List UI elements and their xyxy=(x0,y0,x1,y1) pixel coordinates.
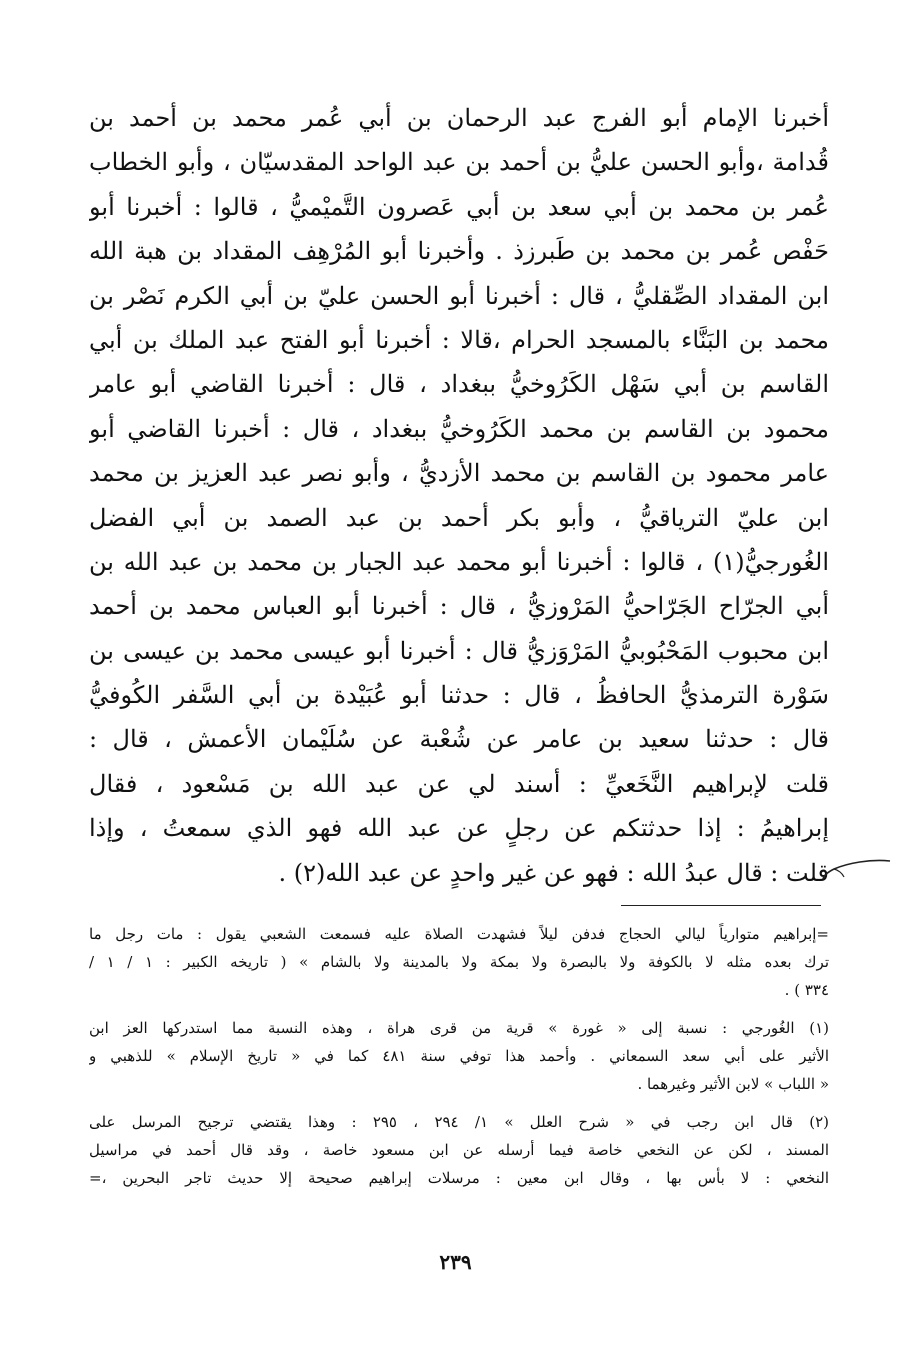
main-text-line: محمد بن البَنَّاء بالمسجد الحرام ،قالا : أخبرنا أبو الفتح عبد الملك بن أبي xyxy=(89,325,829,354)
main-text-block xyxy=(89,96,829,895)
main-text-line: قال : حدثنا سعيد بن عامر عن شُعْبة عن سُلَيْمان الأعمش ، قال : xyxy=(89,725,829,754)
main-text-line: ابن المقداد الصِّقليُّ ، قال : أخبرنا أبو الحسن عليّ بن أبي الكرم نَصْر بن xyxy=(89,281,829,310)
main-text-line: أخبرنا الإمام أبو الفرج عبد الرحمان بن أبي عُمر محمد بن أحمد بن xyxy=(89,104,829,132)
main-text-line: ابن عليّ الترياقيُّ ، وأبو بكر أحمد بن عبد الصمد بن أبي الفضل xyxy=(89,503,829,532)
footnote-line: « اللباب » لابن الأثير وغيرهما . xyxy=(637,1075,829,1093)
footnote-line: الأثير على أبي سعد السمعاني . وأحمد هذا توفي سنة ٤٨١ كما في « تاريخ الإسلام » للذهبي و xyxy=(89,1047,829,1065)
main-text-line: محمود بن القاسم بن محمد الكَرُوخيُّ ببغداد ، قال : أخبرنا القاضي أبو xyxy=(89,414,829,443)
footnote-line: المسند ، لكن عن النخعي خاصة فيما أرسله عن ابن مسعود خاصة ، وقد قال أحمد في مراسيل xyxy=(89,1141,829,1159)
main-text-line: سَوْرة الترمذيُّ الحافظُ ، قال : حدثنا أبو عُبَيْدة بن أبي السَّفر الكُوفيُّ xyxy=(89,681,829,710)
margin-hand-mark xyxy=(820,855,892,885)
main-text-line: حَفْص عُمر بن محمد بن طَبرزذ . وأخبرنا أبو المُرْهِف المقداد بن هبة الله xyxy=(89,237,829,266)
main-text-line: عُمر بن محمد بن أبي سعد بن أبي عَصرون التَّميْميُّ ، قالوا : أخبرنا أبو xyxy=(89,192,829,221)
footnote-line: (١) الغُورجي : نسبة إلى « غورة » قرية من قرى هراة ، وهذه النسبة مما استدركها العز ابن xyxy=(89,1019,829,1037)
main-text-line: ابن محبوب المَحْبُوبيُّ المَرْوَزيُّ قال : أخبرنا أبو عيسى محمد بن عيسى بن xyxy=(89,636,829,665)
main-text-line: قُدامة ،وأبو الحسن عليُّ بن أحمد بن عبد الواحد المقدسيّان ، وأبو الخطاب xyxy=(89,148,829,177)
main-text-line: القاسم بن أبي سَهْل الكَرُوخيُّ ببغداد ، قال : أخبرنا القاضي أبو عامر xyxy=(89,370,829,399)
main-text-line: إبراهيمُ : إذا حدثتكم عن رجلٍ عن عبد الله فهو الذي سمعتُ ، وإذا xyxy=(89,814,829,843)
main-text-line: عامر محمود بن القاسم بن محمد الأزديُّ ، وأبو نصر عبد العزيز بن محمد xyxy=(89,459,829,488)
footnotes-block xyxy=(89,920,829,1192)
main-text-line: الغُورجيُّ(١) ، قالوا : أخبرنا أبو محمد عبد الجبار بن محمد بن عبد الله بن xyxy=(89,547,829,576)
footnote-line: ترك بعده مثله لا بالكوفة ولا بالبصرة ولا بمكة ولا بالمدينة ولا بالشام » ( تاريخه الكبير : ١ / ١ / xyxy=(89,953,829,971)
main-text-line: قلت : قال عبدُ الله : فهو عن غير واحدٍ عن عبد الله(٢) . xyxy=(278,858,829,887)
footnote-line: ٣٣٤ ) . xyxy=(784,981,829,999)
footnote-line: النخعي : لا بأس بها ، وقال ابن معين : مرسلات إبراهيم صحيحة إلا حديث تاجر البحرين ،= xyxy=(89,1169,829,1187)
page-number: ٢٣٩ xyxy=(439,1250,472,1274)
main-text-line: أبي الجرّاح الجَرّاحيُّ المَرْوزيُّ ، قال : أخبرنا أبو العباس محمد بن أحمد xyxy=(89,592,829,621)
footnote-line: (٢) قال ابن رجب في « شرح العلل » ١/ ٢٩٤ ، ٢٩٥ : وهذا يقتضي ترجيح المرسل على xyxy=(89,1113,829,1131)
main-text-line: قلت لإبراهيم النَّخَعيِّ : أسند لي عن عبد الله بن مَسْعود ، فقال xyxy=(89,769,829,798)
footnote-divider xyxy=(621,905,821,906)
footnote-line: =إبراهيم متوارياً ليالي الحجاج فدفن ليلاً فشهدت الصلاة عليه فسمعت الشعبي يقول : مات رجل ما xyxy=(89,925,829,943)
